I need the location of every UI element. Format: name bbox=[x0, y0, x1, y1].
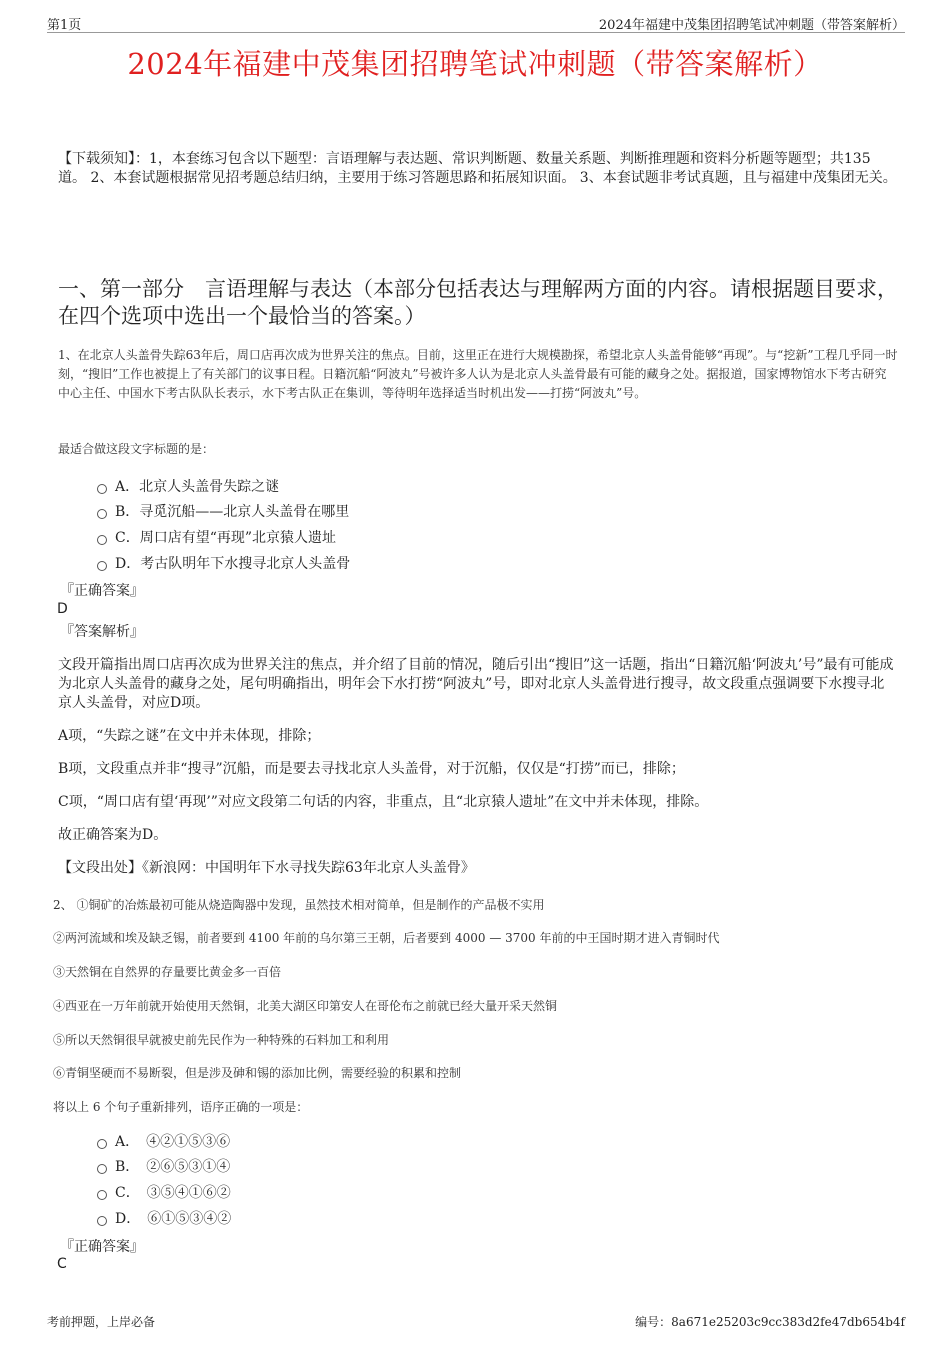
q1-option-d-label: D．考古队明年下水搜寻北京人头盖骨 bbox=[115, 556, 351, 572]
q2-sentence-4: ④西亚在一万年前就开始使用天然铜，北美大湖区印第安人在哥伦布之前就已经大量开采天然铜 bbox=[53, 999, 558, 1013]
q1-question: 最适合做这段文字标题的是： bbox=[58, 442, 215, 456]
q1-analysis-label: 『答案解析』 bbox=[60, 624, 144, 640]
q1-conclusion: 故正确答案为D。 bbox=[58, 827, 168, 843]
header-doc-title: 2024年福建中茂集团招聘笔试冲刺题（带答案解析） bbox=[598, 18, 905, 33]
q1-option-d[interactable] bbox=[97, 554, 350, 574]
q2-question: 将以上 6 个句子重新排列，语序正确的一项是： bbox=[53, 1100, 309, 1114]
q2-answer: C bbox=[57, 1256, 67, 1272]
q2-option-c-label: C． ③⑤④①⑥② bbox=[115, 1185, 231, 1201]
q2-sentence-6: ⑥青铜坚硬而不易断裂，但是涉及砷和锡的添加比例，需要经验的积累和控制 bbox=[53, 1066, 462, 1080]
q1-note-a: A项，“失踪之谜”在文中并未体现，排除； bbox=[58, 728, 321, 744]
radio-icon[interactable] bbox=[97, 535, 107, 545]
radio-icon[interactable] bbox=[97, 1190, 107, 1200]
q2-option-c[interactable] bbox=[97, 1183, 231, 1203]
radio-icon[interactable] bbox=[97, 484, 107, 494]
q1-option-b[interactable] bbox=[97, 502, 349, 522]
page-number: 第1页 bbox=[47, 18, 82, 33]
q2-option-d[interactable] bbox=[97, 1209, 231, 1229]
radio-icon[interactable] bbox=[97, 1216, 107, 1226]
q2-option-d-label: D． ⑥①⑤③④② bbox=[115, 1211, 232, 1227]
section-heading: 一、第一部分 言语理解与表达（本部分包括表达与理解两方面的内容。请根据题目要求，在四个选项中选出一个最恰当的答案。） bbox=[58, 277, 898, 328]
q1-stem: 1、在北京人头盖骨失踪63年后，周口店再次成为世界关注的焦点。目前，这里正在进行大规模勘探，希望北京人头盖骨能够“再现”。与“挖新”工程几乎同一时刻，“搜旧”工作也被提上了有关部门的议事日程。日籍沉船“阿波丸”号被许多人认为是北京人头盖骨最有可能的藏身之处。据报道，国家博物馆水下考古研究中心主任、中国水下考古队队长表示，水下考古队正在集训，等待明年选择适当时机出发——打捞“阿波丸”号。 bbox=[58, 348, 898, 400]
q1-answer-label: 『正确答案』 bbox=[60, 583, 144, 599]
q1-note-c: C项，“周口店有望‘再现’”对应文段第二句话的内容，非重点，且“北京猿人遗址”在文中并未体现，排除。 bbox=[58, 794, 709, 810]
q1-option-c-label: C．周口店有望“再现”北京猿人遗址 bbox=[115, 530, 337, 546]
q1-option-a[interactable] bbox=[97, 477, 279, 497]
download-notice: 【下载须知】：1，本套练习包含以下题型：言语理解与表达题、常识判断题、数量关系题、判断推理题和资料分析题等题型；共135道。 2、本套试题根据常见招考题总结归纳，主要用于练习答题思路和拓展知识面。 3、本套试题非考试真题，且与福建中茂集团无关。 bbox=[58, 151, 897, 186]
q1-source: 【文段出处】《新浪网：中国明年下水寻找失踪63年北京人头盖骨》 bbox=[58, 860, 475, 876]
q2-sentence-3: ③天然铜在自然界的存量要比黄金多一百倍 bbox=[53, 965, 282, 979]
radio-icon[interactable] bbox=[97, 1164, 107, 1174]
q1-option-c[interactable] bbox=[97, 528, 336, 548]
radio-icon[interactable] bbox=[97, 1139, 107, 1149]
radio-icon[interactable] bbox=[97, 561, 107, 571]
footer-serial: 编号：8a671e25203c9cc383d2fe47db654b4f bbox=[635, 1315, 905, 1329]
q1-analysis: 文段开篇指出周口店再次成为世界关注的焦点，并介绍了目前的情况，随后引出“搜旧”这一话题，指出“日籍沉船‘阿波丸’号”最有可能成为北京人头盖骨的藏身之处，尾句明确指出，明年会下水打捞“阿波丸”号，即对北京人头盖骨进行搜寻，故文段重点强调要下水搜寻北京人头盖骨，对应D项。 bbox=[58, 657, 894, 711]
q1-option-a-label: A．北京人头盖骨失踪之谜 bbox=[115, 479, 280, 495]
q2-sentence-5: ⑤所以天然铜很早就被史前先民作为一种特殊的石料加工和利用 bbox=[53, 1033, 390, 1047]
q2-option-b-label: B． ②⑥⑤③①④ bbox=[115, 1159, 231, 1175]
q2-sentence-1: 2、 ①铜矿的冶炼最初可能从烧造陶器中发现，虽然技术相对简单，但是制作的产品极不实用 bbox=[53, 898, 545, 912]
footer-slogan: 考前押题，上岸必备 bbox=[47, 1315, 156, 1329]
radio-icon[interactable] bbox=[97, 509, 107, 519]
q2-sentence-2: ②两河流域和埃及缺乏锡，前者要到 4100 年前的乌尔第三王朝，后者要到 4000 — 3700 年前的中王国时期才进入青铜时代 bbox=[53, 931, 720, 945]
page-header bbox=[47, 14, 905, 33]
document-title: 2024年福建中茂集团招聘笔试冲刺题（带答案解析） bbox=[127, 47, 823, 81]
q2-option-a[interactable] bbox=[97, 1132, 230, 1152]
q2-option-b[interactable] bbox=[97, 1157, 230, 1177]
q1-option-b-label: B．寻觅沉船——北京人头盖骨在哪里 bbox=[115, 504, 350, 520]
q1-answer: D bbox=[57, 601, 68, 617]
q1-note-b: B项，文段重点并非“搜寻”沉船，而是要去寻找北京人头盖骨，对于沉船，仅仅是“打捞”而已，排除； bbox=[58, 761, 685, 777]
q2-option-a-label: A． ④②①⑤③⑥ bbox=[115, 1134, 231, 1150]
q2-answer-label: 『正确答案』 bbox=[60, 1239, 144, 1255]
